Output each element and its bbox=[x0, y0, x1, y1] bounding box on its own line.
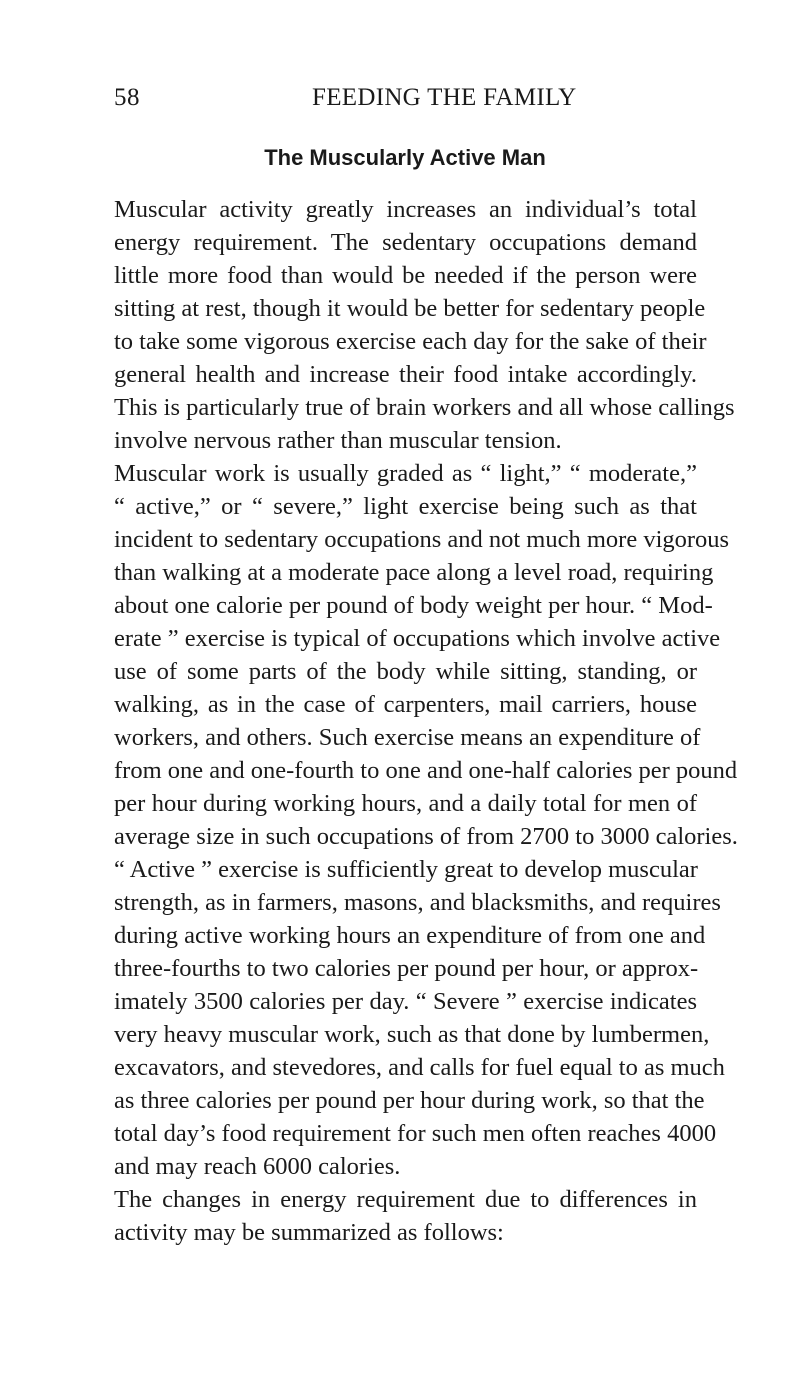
text-line: excavators, and stevedores, and calls for fuel equal to as much bbox=[114, 1054, 725, 1081]
text-line: strength, as in farmers, masons, and blacksmiths, and requires bbox=[114, 889, 721, 916]
text-line: imately 3500 calories per day. “ Severe ” exercise indicates bbox=[114, 988, 697, 1015]
text-line: three-fourths to two calories per pound per hour, or approx- bbox=[114, 955, 699, 982]
text-line: walking, as in the case of carpenters, mail carriers, house bbox=[114, 691, 697, 718]
running-title: FEEDING THE FAMILY bbox=[312, 84, 577, 111]
text-line: about one calorie per pound of body weight per hour. “ Mod- bbox=[114, 592, 713, 619]
text-line: Muscular work is usually graded as “ light,” “ moderate,” bbox=[114, 460, 697, 487]
text-line: total day’s food requirement for such men often reaches 4000 bbox=[114, 1120, 717, 1147]
text-line: average size in such occupations of from 2700 to 3000 calories. bbox=[114, 823, 738, 850]
text-line: erate ” exercise is typical of occupations which involve active bbox=[114, 625, 721, 652]
text-line: workers, and others. Such exercise means an expenditure of bbox=[114, 724, 701, 751]
text-line: use of some parts of the body while sitting, standing, or bbox=[114, 658, 697, 685]
text-line: activity may be summarized as follows: bbox=[114, 1219, 504, 1246]
body-text bbox=[114, 193, 738, 1249]
text-line: incident to sedentary occupations and not much more vigorous bbox=[114, 526, 730, 553]
text-line: during active working hours an expenditure of from one and bbox=[114, 922, 706, 949]
text-line: per hour during working hours, and a daily total for men of bbox=[114, 790, 697, 817]
text-line: from one and one-fourth to one and one-half calories per pound bbox=[114, 757, 738, 784]
text-line: sitting at rest, though it would be better for sedentary people bbox=[114, 295, 706, 322]
page-number: 58 bbox=[114, 84, 140, 111]
text-line: Muscular activity greatly increases an individual’s total bbox=[114, 196, 697, 223]
text-line: as three calories per pound per hour during work, so that the bbox=[114, 1087, 705, 1114]
text-line: energy requirement. The sedentary occupations demand bbox=[114, 229, 697, 256]
text-line: to take some vigorous exercise each day for the sake of their bbox=[114, 328, 707, 355]
text-line: “ active,” or “ severe,” light exercise being such as that bbox=[114, 493, 697, 520]
text-line: than walking at a moderate pace along a level road, requiring bbox=[114, 559, 714, 586]
text-line: little more food than would be needed if the person were bbox=[114, 262, 697, 289]
text-line: “ Active ” exercise is sufficiently great to develop muscular bbox=[114, 856, 698, 883]
text-line: and may reach 6000 calories. bbox=[114, 1153, 401, 1180]
text-line: general health and increase their food intake accordingly. bbox=[114, 361, 697, 388]
text-line: The changes in energy requirement due to differences in bbox=[114, 1186, 697, 1213]
page-header bbox=[114, 78, 690, 118]
text-line: involve nervous rather than muscular tension. bbox=[114, 427, 562, 454]
text-line: very heavy muscular work, such as that done by lumbermen, bbox=[114, 1021, 710, 1048]
text-line: This is particularly true of brain workers and all whose callings bbox=[114, 394, 735, 421]
section-heading: The Muscularly Active Man bbox=[264, 145, 546, 170]
